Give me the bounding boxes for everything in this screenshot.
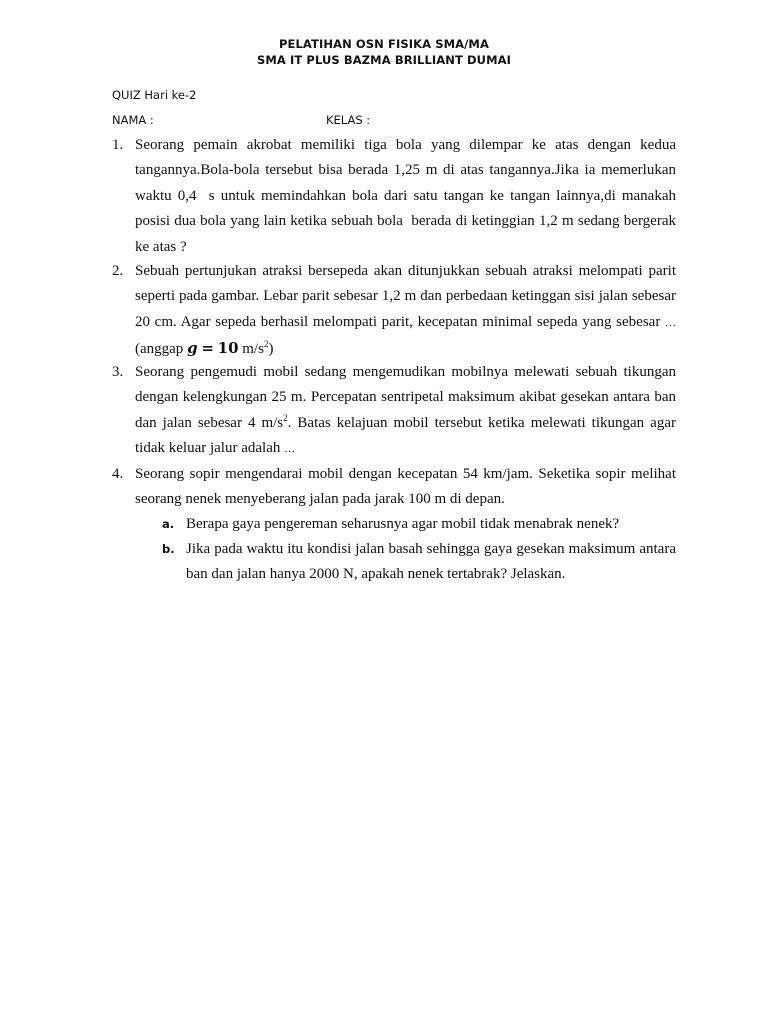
close-paren: ) bbox=[268, 341, 274, 358]
question-text bbox=[135, 259, 676, 363]
question-number: 4. bbox=[112, 466, 124, 482]
question-text-main: Sebuah pertunjukan atraksi bersepeda akan ditunjukkan sebuah atraksi melompati parit seperti pada gambar. Lebar parit sebesar 1,2 m dan perbedaan ketinggan sisi jalan sebesar 20 cm. Agar sepeda berhasil melompati parit, kecepatan minimal sepeda yang sebesar bbox=[135, 263, 676, 330]
question-number: 2. bbox=[112, 263, 124, 279]
ellipsis: … bbox=[665, 316, 676, 329]
gravity-symbol: g bbox=[187, 339, 198, 358]
question-4 bbox=[112, 462, 676, 513]
question-text-main: Seorang pengemudi mobil sedang mengemudikan mobilnya melewati sebuah tikungan dengan kelengkungan 25 m. Percepatan sentripetal maksimum akibat gesekan antara ban dan jalan sebesar 4 m/s bbox=[135, 364, 676, 431]
question-number: 1. bbox=[112, 137, 124, 153]
quiz-label: QUIZ Hari ke-2 bbox=[112, 88, 197, 102]
gravity-unit: m/s bbox=[242, 341, 264, 358]
document-header bbox=[0, 36, 768, 68]
question-4a bbox=[160, 512, 676, 537]
header-school: SMA IT PLUS BAZMA BRILLIANT DUMAI bbox=[256, 53, 512, 67]
question-text bbox=[135, 360, 676, 463]
sub-question-letter: b. bbox=[162, 542, 175, 556]
sub-question-text: Jika pada waktu itu kondisi jalan basah sehingga gaya gesekan maksimum antara ban dan jalan hanya 2000 N, apakah nenek tertabrak? Jelaskan. bbox=[186, 541, 676, 583]
question-3 bbox=[112, 360, 676, 463]
equals-sign: = bbox=[201, 339, 214, 358]
question-text: Seorang pemain akrobat memiliki tiga bola yang dilempar ke atas dengan kedua tangannya.Bola-bola tersebut bisa berada 1,25 m di atas tangannya.Jika ia memerlukan waktu 0,4 s untuk memindahkan bola dari satu tangan ke tangan lainnya,di manakah posisi dua bola yang lain ketika sebuah bola berada di ketinggian 1,2 m sedang bergerak ke atas ? bbox=[135, 137, 676, 255]
assume-label: (anggap bbox=[135, 341, 184, 358]
nama-label: NAMA : bbox=[112, 113, 154, 127]
question-2 bbox=[112, 259, 676, 363]
kelas-label: KELAS : bbox=[326, 113, 371, 127]
header-title: PELATIHAN OSN FISIKA SMA/MA bbox=[279, 37, 489, 51]
question-text: Seorang sopir mengendarai mobil dengan kecepatan 54 km/jam. Seketika sopir melihat seorang nenek menyeberang jalan pada jarak 100 m di depan. bbox=[135, 466, 676, 508]
gravity-value: 10 bbox=[217, 339, 239, 358]
question-4b bbox=[160, 537, 676, 588]
sub-question-text: Berapa gaya pengereman seharusnya agar mobil tidak menabrak nenek? bbox=[186, 516, 620, 532]
question-number: 3. bbox=[112, 364, 124, 380]
question-text-tail: . Batas kelajuan mobil tersebut ketika melewati tikungan agar tidak keluar jalur adalah bbox=[135, 414, 676, 457]
sub-question-letter: a. bbox=[162, 517, 175, 531]
ellipsis: … bbox=[284, 443, 296, 456]
unit-exponent: 2 bbox=[283, 412, 288, 423]
unit-exponent: 2 bbox=[263, 339, 269, 350]
question-1 bbox=[112, 133, 676, 260]
